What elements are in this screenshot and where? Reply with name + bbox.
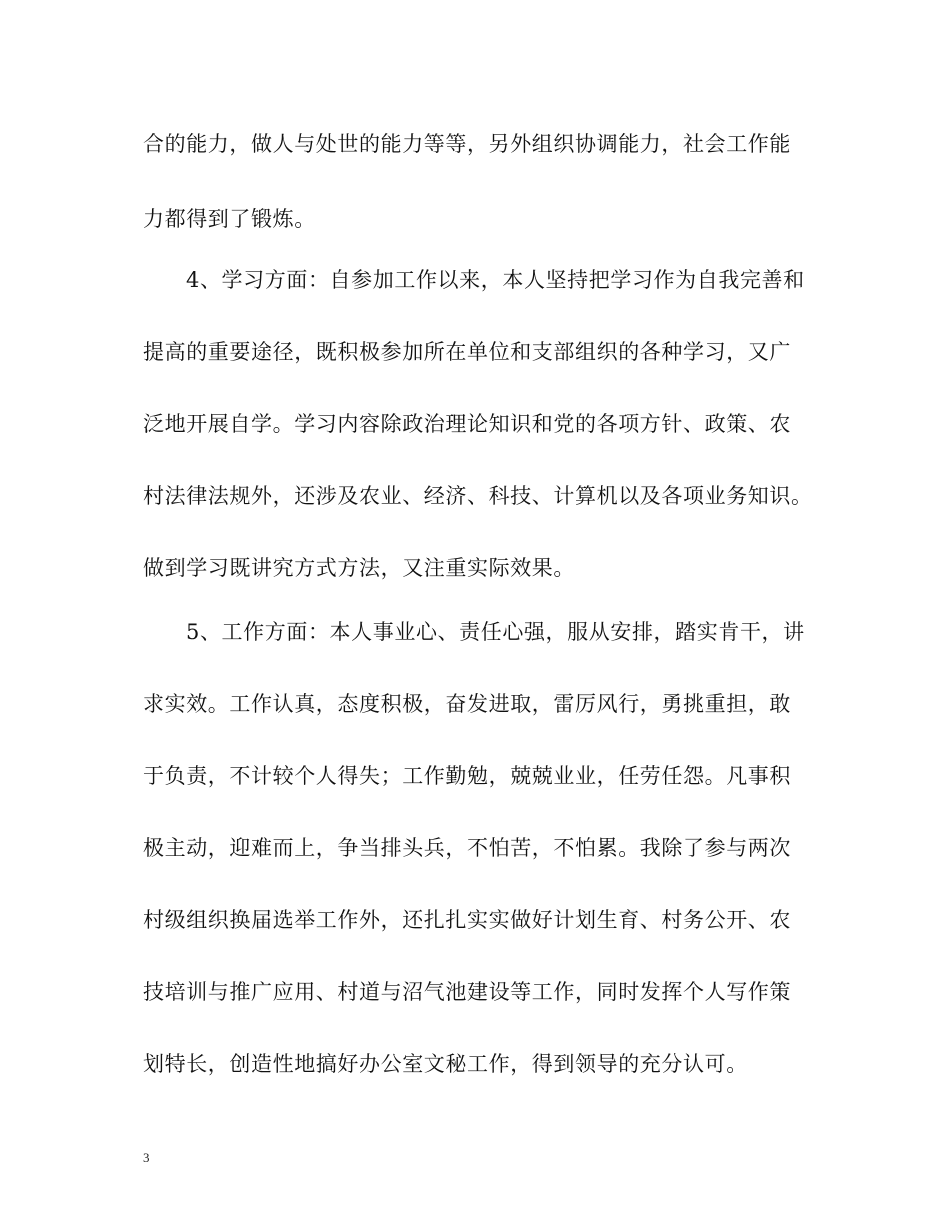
text-line: 力都得到了锻炼。	[143, 207, 316, 231]
paragraph-start-line: 4、学习方面：自参加工作以来，本人坚持把学习作为自我完善和	[186, 268, 805, 292]
paragraph-start-line: 5、工作方面：本人事业心、责任心强，服从安排，踏实肯干，讲	[186, 620, 805, 644]
text-line: 于负责，不计较个人得失；工作勤勉，兢兢业业，任劳任怨。凡事积	[143, 764, 791, 788]
text-line: 村法律法规外，还涉及农业、经济、科技、计算机以及各项业务知识。	[143, 484, 813, 508]
text-line: 泛地开展自学。学习内容除政治理论知识和党的各项方针、政策、农	[143, 412, 791, 436]
text-line: 提高的重要途径，既积极参加所在单位和支部组织的各种学习，又广	[143, 340, 791, 364]
text-line: 合的能力，做人与处世的能力等等，另外组织协调能力，社会工作能	[143, 132, 791, 156]
text-line: 做到学习既讲究方式方法，又注重实际效果。	[143, 556, 575, 580]
page-number: 3	[143, 1150, 150, 1165]
text-line: 极主动，迎难而上，争当排头兵，不怕苦，不怕累。我除了参与两次	[143, 836, 791, 860]
text-line: 求实效。工作认真，态度积极，奋发进取，雷厉风行，勇挑重担，敢	[143, 692, 791, 716]
text-line: 划特长，创造性地搞好办公室文秘工作，得到领导的充分认可。	[143, 1052, 748, 1076]
text-line: 村级组织换届选举工作外，还扎扎实实做好计划生育、村务公开、农	[143, 908, 791, 932]
text-line: 技培训与推广应用、村道与沼气池建设等工作，同时发挥个人写作策	[143, 980, 791, 1004]
